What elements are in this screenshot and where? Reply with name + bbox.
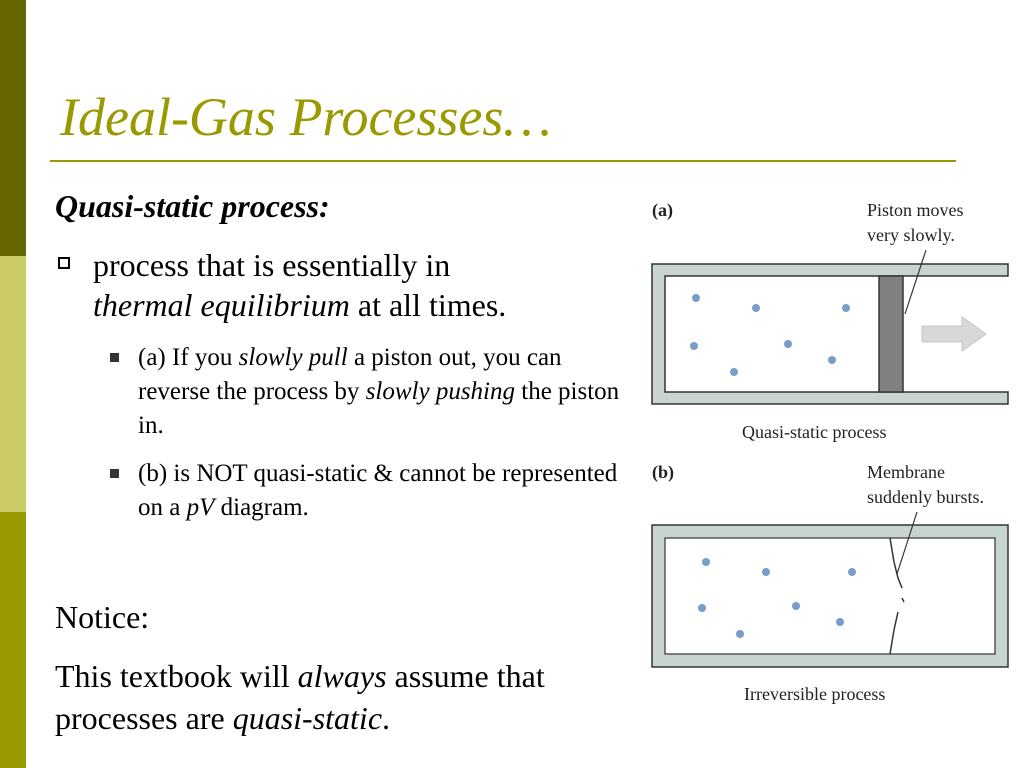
assume-emphasis1: always <box>297 658 387 694</box>
sub-a-part2: a piston out, you can reverse the process by <box>138 344 562 405</box>
section-heading: Quasi-static process: <box>55 188 330 224</box>
molecule <box>828 356 836 364</box>
sub-a-emphasis2: slowly pushing <box>365 378 516 405</box>
slide-title: Ideal-Gas Processes… <box>60 87 552 147</box>
sub-b-part2: diagram. <box>214 494 309 521</box>
panel-a-caption: Quasi-static process <box>742 422 887 442</box>
gas-molecules-a <box>690 294 850 376</box>
title-underline <box>50 160 956 162</box>
sub-bullet-b <box>110 457 630 525</box>
panel-b-note-line2: suddenly bursts. <box>867 487 984 507</box>
pull-arrow-icon <box>922 317 986 351</box>
side-bar-segment-top <box>0 0 26 256</box>
bullet-definition <box>55 245 625 325</box>
side-bar-segment-middle <box>0 256 26 512</box>
molecule <box>736 630 744 638</box>
filled-square-bullet-icon <box>110 353 119 362</box>
cylinder-a <box>652 250 1008 404</box>
piston-pointer-line <box>905 250 926 314</box>
sub-bullet-a-text <box>138 341 630 443</box>
panel-a-note-line1: Piston moves <box>867 200 964 220</box>
panel-b-caption: Irreversible process <box>744 684 886 704</box>
panel-b-note-line1: Membrane <box>867 462 945 482</box>
assumption-statement <box>55 655 635 739</box>
panel-b-label: (b) <box>652 462 674 482</box>
molecule <box>692 294 700 302</box>
molecule <box>702 558 710 566</box>
molecule <box>848 568 856 576</box>
process-diagram <box>640 190 1020 720</box>
assume-part1: This textbook will <box>55 658 298 694</box>
molecule <box>784 340 792 348</box>
molecule <box>752 304 760 312</box>
molecule <box>730 368 738 376</box>
side-bar-segment-bottom <box>0 512 26 768</box>
assume-part2: assume that processes are <box>55 658 545 736</box>
bullet-definition-text <box>93 245 625 325</box>
sub-a-part3: the piston in. <box>138 378 620 439</box>
molecule <box>762 568 770 576</box>
molecule <box>842 304 850 312</box>
assume-emphasis2: quasi-static <box>232 700 383 736</box>
filled-square-bullet-icon <box>110 469 119 478</box>
molecule <box>690 342 698 350</box>
panel-a-note-line2: very slowly. <box>867 225 955 245</box>
cylinder-b <box>652 512 1008 667</box>
bullet-line1: process that is essentially in <box>93 247 451 283</box>
bullet-emphasis: thermal equilibrium <box>93 287 350 323</box>
sub-bullet-a <box>110 341 630 443</box>
hollow-square-bullet-icon <box>58 257 70 269</box>
bullet-line2-rest: at all times. <box>349 287 507 323</box>
sub-b-emphasis: pV <box>186 494 215 521</box>
decorative-side-bar <box>0 0 26 768</box>
molecule <box>698 604 706 612</box>
notice-label: Notice: <box>55 599 150 635</box>
process-figure <box>640 190 1020 720</box>
sub-a-part1: (a) If you <box>138 344 239 371</box>
sub-b-part1: (b) is NOT quasi-static & cannot be represented on a <box>138 460 618 521</box>
assume-part3: . <box>382 700 391 736</box>
cylinder-b-interior <box>665 538 995 654</box>
panel-a-label: (a) <box>652 200 673 220</box>
sub-a-emphasis1: slowly pull <box>238 344 348 371</box>
piston <box>879 276 903 392</box>
sub-bullet-b-text <box>138 457 630 525</box>
molecule <box>792 602 800 610</box>
molecule <box>836 618 844 626</box>
